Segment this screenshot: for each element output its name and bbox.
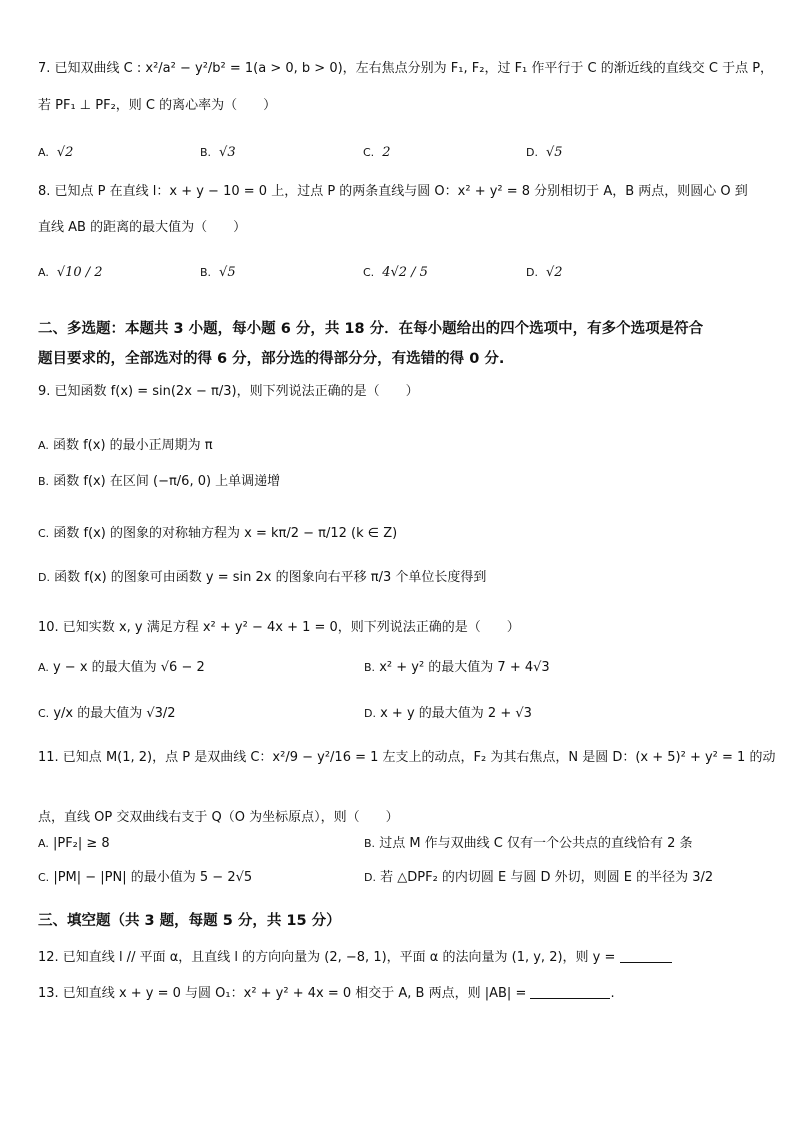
- option-d[interactable]: D. 函数 f(x) 的图象可由函数 y = sin 2x 的图象向右平移 π/3 个单位长度得到: [38, 570, 487, 585]
- section-2-line-2: 题目要求的，全部选对的得 6 分，部分选的得部分分，有选错的得 0 分.: [38, 351, 505, 367]
- question-8-options: [38, 262, 756, 314]
- question-12: [38, 942, 756, 978]
- section-3-title: 三、填空题（共 3 题，每题 5 分，共 15 分）: [38, 913, 341, 929]
- option-b[interactable]: B. 过点 M 作与双曲线 C 仅有一个公共点的直线恰有 2 条: [364, 836, 693, 851]
- option-c[interactable]: C. 4√2 / 5: [363, 265, 428, 280]
- question-11-options: [38, 834, 756, 906]
- option-c[interactable]: C. 函数 f(x) 的图象的对称轴方程为 x = kπ/2 − π/12 (k ∈ Z): [38, 526, 398, 541]
- option-c[interactable]: C. |PM| − |PN| 的最小值为 5 − 2√5: [38, 870, 253, 885]
- answer-blank[interactable]: [530, 984, 610, 999]
- question-7-options: [38, 142, 756, 176]
- option-b[interactable]: B. √3: [200, 145, 236, 160]
- option-a[interactable]: A. |PF₂| ≥ 8: [38, 836, 110, 851]
- question-12-line: 12. 已知直线 l // 平面 α，且直线 l 的方向向量为 (2, −8, 1)，平面 α 的法向量为 (1, y, 2)，则 y =: [38, 948, 672, 968]
- answer-blank[interactable]: [620, 948, 672, 963]
- option-b[interactable]: B. 函数 f(x) 在区间 (−π/6, 0) 上单调递增: [38, 474, 281, 489]
- question-13-line: 13. 已知直线 x + y = 0 与圆 O₁：x² + y² + 4x = 0 相交于 A, B 两点，则 |AB| = .: [38, 986, 615, 1001]
- question-10-stem: 10. 已知实数 x, y 满足方程 x² + y² − 4x + 1 = 0，则下列说法正确的是（ ）: [38, 620, 520, 635]
- question-7-line-2: 若 PF₁ ⊥ PF₂，则 C 的离心率为（ ）: [38, 98, 277, 113]
- question-8: [38, 180, 756, 262]
- question-7-line-1: 7. 已知双曲线 C : x²/a² − y²/b² = 1(a > 0, b > 0)，左右焦点分别为 F₁, F₂，过 F₁ 作平行于 C 的渐近线的直线交 C 于点 P，: [38, 61, 774, 76]
- option-b[interactable]: B. x² + y² 的最大值为 7 + 4√3: [364, 660, 550, 675]
- option-d[interactable]: D. √5: [526, 145, 563, 160]
- section-2-header: [38, 314, 756, 374]
- option-a[interactable]: A. √10 / 2: [38, 265, 103, 280]
- option-c[interactable]: C. 2: [363, 145, 391, 160]
- question-11: [38, 748, 776, 834]
- section-2-line-1: 二、多选题：本题共 3 小题，每小题 6 分，共 18 分．在每小题给出的四个选项中，有多个选项是符合: [38, 321, 704, 337]
- question-9-options: [38, 436, 756, 614]
- exam-page: [38, 50, 776, 1014]
- section-3-header: [38, 906, 756, 942]
- option-a[interactable]: A. y − x 的最大值为 √6 − 2: [38, 660, 205, 675]
- question-11-line-2: 点，直线 OP 交双曲线右支于 Q（O 为坐标原点），则（ ）: [38, 810, 399, 825]
- option-d[interactable]: D. √2: [526, 265, 563, 280]
- option-c[interactable]: C. y/x 的最大值为 √3/2: [38, 706, 176, 721]
- question-8-line-1: 8. 已知点 P 在直线 l：x + y − 10 = 0 上，过点 P 的两条直线与圆 O：x² + y² = 8 分别相切于 A，B 两点，则圆心 O 到: [38, 184, 748, 199]
- question-10: [38, 614, 756, 654]
- question-13: [38, 978, 756, 1014]
- option-d[interactable]: D. 若 △DPF₂ 的内切圆 E 与圆 D 外切，则圆 E 的半径为 3/2: [364, 870, 714, 885]
- question-10-options: [38, 654, 756, 748]
- option-d[interactable]: D. x + y 的最大值为 2 + √3: [364, 706, 532, 721]
- question-9-stem: 9. 已知函数 f(x) = sin(2x − π/3)，则下列说法正确的是（ ）: [38, 384, 419, 399]
- question-9: [38, 374, 756, 436]
- question-7: [38, 50, 774, 146]
- option-a[interactable]: A. √2: [38, 145, 74, 160]
- option-a[interactable]: A. 函数 f(x) 的最小正周期为 π: [38, 438, 213, 453]
- question-8-line-2: 直线 AB 的距离的最大值为（ ）: [38, 220, 247, 235]
- question-11-line-1: 11. 已知点 M(1, 2)，点 P 是双曲线 C：x²/9 − y²/16 = 1 左支上的动点，F₂ 为其右焦点，N 是圆 D：(x + 5)² + y² = 1 的动: [38, 750, 776, 765]
- option-b[interactable]: B. √5: [200, 265, 236, 280]
